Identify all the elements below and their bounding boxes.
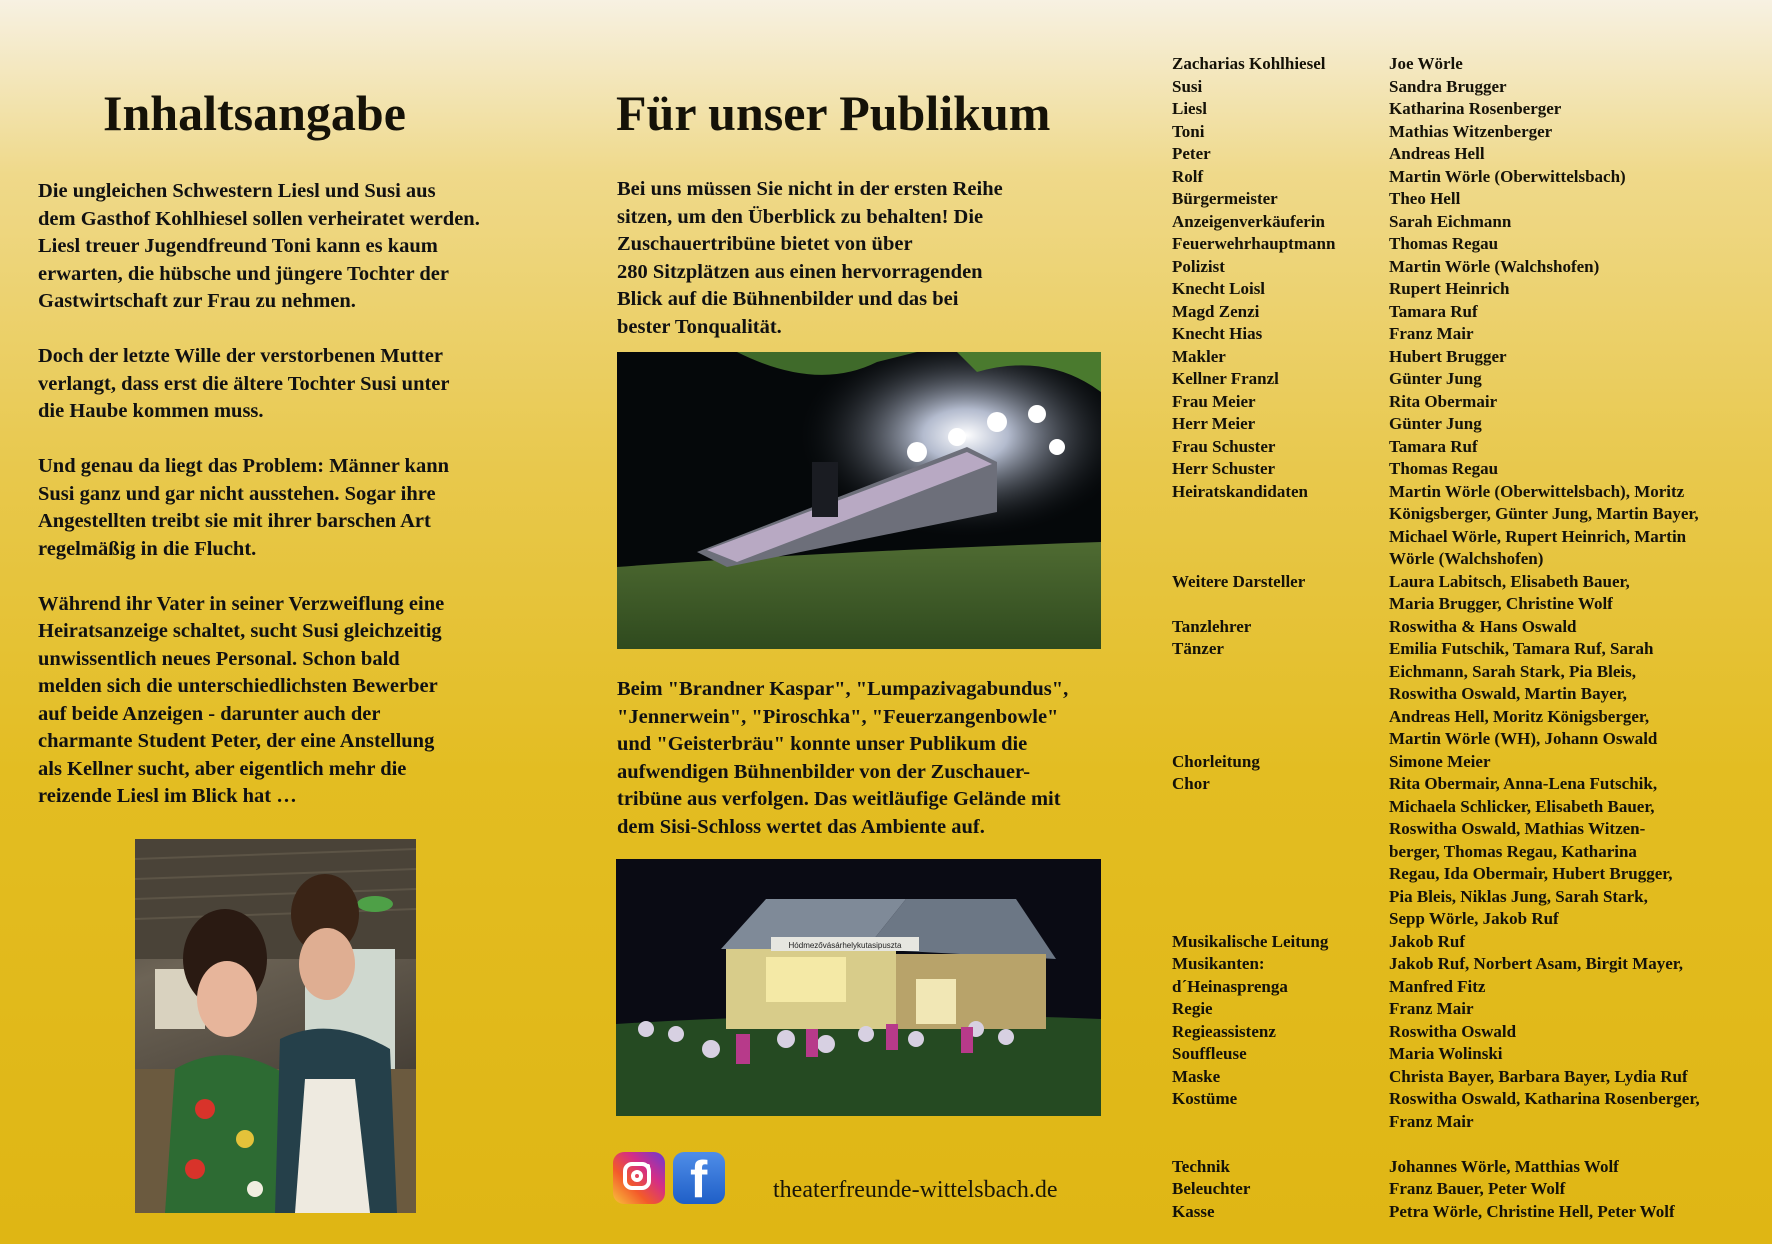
publikum-title: Für unser Publikum (616, 85, 1051, 141)
cast-row (1172, 121, 1752, 144)
cast-role: Toni (1172, 121, 1205, 141)
photo-sisters (135, 839, 416, 1213)
cast-actor: Mathias Witzenberger (1389, 121, 1553, 141)
cast-row (1172, 391, 1752, 414)
cast-actor: Martin Wörle (Oberwittelsbach), Moritz Königsberger, Günter Jung, Martin Bayer, Michael Wörle, Rupert Heinrich, Martin Wörle (Walchshofen) (1389, 481, 1699, 568)
cast-row (1172, 256, 1752, 279)
cast-role: Technik (1172, 1156, 1230, 1176)
photo-tribune (617, 352, 1101, 649)
cast-actor: Simone Meier (1389, 751, 1491, 771)
cast-actor: Johannes Wörle, Matthias Wolf (1389, 1156, 1619, 1176)
cast-list (1172, 53, 1752, 1223)
cast-row (1172, 211, 1752, 234)
cast-row (1172, 1066, 1752, 1089)
cast-role: Liesl (1172, 99, 1207, 118)
cast-role: Herr Meier (1172, 414, 1256, 433)
stage-sign-text: Hódmezővásárhelykutasipuszta (788, 941, 902, 950)
cast-actor: Andreas Hell (1389, 144, 1485, 163)
photo-stage (616, 859, 1101, 1116)
cast-actor: Martin Wörle (Oberwittelsbach) (1389, 166, 1626, 186)
cast-row (1172, 1088, 1752, 1133)
cast-row (1172, 638, 1752, 751)
cast-row (1172, 436, 1752, 459)
publikum-text-tribune: Bei uns müssen Sie nicht in der ersten Reihe sitzen, um den Überblick zu behalten! Die Zuschauertribüne bietet von über 280 Sitzplätzen aus einen hervorragenden Blick auf die Bühnenbilder und das bei bester Tonqualität. (617, 178, 1003, 338)
cast-role: Bürgermeister (1172, 189, 1278, 208)
cast-row (1172, 998, 1752, 1021)
cast-actor: Tamara Ruf (1389, 436, 1478, 456)
cast-role: Kostüme (1172, 1089, 1238, 1108)
cast-actor: Laura Labitsch, Elisabeth Bauer, Maria Brugger, Christine Wolf (1389, 571, 1630, 613)
cast-row (1172, 616, 1752, 639)
cast-actor: Günter Jung (1389, 369, 1482, 388)
cast-role: Musikanten: d´Heinasprenga (1172, 954, 1288, 996)
cast-role: Tanzlehrer (1172, 616, 1252, 636)
cast-actor: Sandra Brugger (1389, 76, 1507, 96)
cast-actor: Christa Bayer, Barbara Bayer, Lydia Ruf (1389, 1066, 1688, 1086)
cast-row (1172, 1201, 1752, 1224)
cast-row (1172, 751, 1752, 774)
website-link[interactable]: theaterfreunde-wittelsbach.de (773, 1177, 1058, 1203)
cast-role: Magd Zenzi (1172, 301, 1260, 321)
cast-row (1172, 1021, 1752, 1044)
cast-row (1172, 1043, 1752, 1066)
cast-role: Frau Meier (1172, 391, 1256, 411)
cast-role: Makler (1172, 346, 1226, 366)
cast-row (1172, 76, 1752, 99)
cast-row (1172, 188, 1752, 211)
publikum-text-stage: Beim "Brandner Kaspar", "Lumpazivagabundus", "Jennerwein", "Piroschka", "Feuerzangenbowle" und "Geisterbräu" konnte unser Publikum die aufwendigen Bühnenbilder von der Zuschauer- tribüne aus verfolgen. Das weitläufige Gelände mit dem Sisi-Schloss wertet das Ambiente auf. (617, 678, 1069, 838)
cast-role: Regie (1172, 999, 1213, 1018)
cast-row (1172, 1133, 1752, 1156)
cast-row (1172, 166, 1752, 189)
cast-actor: Roswitha & Hans Oswald (1389, 616, 1577, 636)
cast-row (1172, 931, 1752, 954)
cast-role: Kasse (1172, 1201, 1215, 1221)
cast-role: Chor (1172, 774, 1210, 793)
cast-actor: Thomas Regau (1389, 234, 1499, 253)
cast-role: Susi (1172, 76, 1203, 96)
cast-actor: Katharina Rosenberger (1389, 99, 1562, 118)
cast-row (1172, 413, 1752, 436)
cast-row (1172, 278, 1752, 301)
cast-row (1172, 143, 1752, 166)
cast-role: Weitere Darsteller (1172, 571, 1306, 591)
cast-actor: Franz Mair (1389, 999, 1474, 1018)
inhalt-paragraph-2: Doch der letzte Wille der verstorbenen Mutter verlangt, dass erst die ältere Tochter Susi unter die Haube kommen muss. (38, 345, 450, 422)
cast-role: Musikalische Leitung (1172, 931, 1329, 951)
cast-role: Rolf (1172, 166, 1204, 186)
cast-row (1172, 953, 1752, 998)
cast-actor: Tamara Ruf (1389, 301, 1478, 321)
cast-actor: Franz Mair (1389, 324, 1474, 343)
cast-row (1172, 571, 1752, 616)
cast-actor: Theo Hell (1389, 189, 1461, 208)
cast-role: Heiratskandidaten (1172, 481, 1309, 501)
inhalt-paragraph-3: Und genau da liegt das Problem: Männer kann Susi ganz und gar nicht ausstehen. Sogar ihre Angestellten treibt sie mit ihrer barschen Art regelmäßig in die Flucht. (38, 455, 450, 560)
inhalt-paragraph-4: Während ihr Vater in seiner Verzweiflung eine Heiratsanzeige schaltet, sucht Susi gleichzeitig unwissentlich neues Personal. Schon bald melden sich die unterschiedlichsten Bewerber auf beide Anzeigen - darunter auch der charmante Student Peter, der eine Anstellung als Kellner sucht, aber eigentlich mehr die reizende Liesl im Blick hat … (38, 592, 445, 807)
cast-role: Zacharias Kohlhiesel (1172, 54, 1326, 73)
cast-row (1172, 368, 1752, 391)
cast-role (1172, 1133, 1389, 1156)
cast-role: Chorleitung (1172, 751, 1260, 771)
cast-actor: Franz Bauer, Peter Wolf (1389, 1179, 1566, 1198)
cast-row (1172, 53, 1752, 76)
cast-actor: Roswitha Oswald (1389, 1021, 1517, 1041)
cast-role: Beleuchter (1172, 1179, 1251, 1198)
cast-role: Maske (1172, 1066, 1221, 1086)
cast-role: Kellner Franzl (1172, 369, 1279, 388)
cast-role: Herr Schuster (1172, 459, 1276, 478)
cast-row (1172, 773, 1752, 931)
cast-actor: Martin Wörle (Walchshofen) (1389, 256, 1600, 276)
cast-actor: Maria Wolinski (1389, 1044, 1503, 1063)
facebook-icon[interactable]: f (673, 1152, 725, 1204)
cast-row (1172, 323, 1752, 346)
inhalt-paragraph-1: Die ungleichen Schwestern Liesl und Susi aus dem Gasthof Kohlhiesel sollen verheiratet werden. Liesl treuer Jugendfreund Toni kann es kaum erwarten, die hübsche und jüngere Tochter der Gastwirtschaft zur Frau zu nehmen. (38, 180, 480, 312)
cast-actor (1389, 1133, 1752, 1156)
cast-actor: Jakob Ruf, Norbert Asam, Birgit Mayer, Manfred Fitz (1389, 954, 1684, 996)
cast-row (1172, 1156, 1752, 1179)
cast-role: Regieassistenz (1172, 1021, 1276, 1041)
cast-actor: Hubert Brugger (1389, 346, 1507, 366)
cast-actor: Jakob Ruf (1389, 931, 1466, 951)
cast-role: Feuerwehrhauptmann (1172, 234, 1336, 253)
cast-role: Souffleuse (1172, 1044, 1247, 1063)
cast-row (1172, 233, 1752, 256)
cast-actor: Sarah Eichmann (1389, 211, 1512, 231)
cast-row (1172, 1178, 1752, 1201)
cast-actor: Rita Obermair, Anna-Lena Futschik, Michaela Schlicker, Elisabeth Bauer, Roswitha Oswald, Mathias Witzen- berger, Thomas Regau, Katharina Regau, Ida Obermair, Hubert Brugger, Pia Bleis, Niklas Jung, Sarah Stark, Sepp Wörle, Jakob Ruf (1389, 774, 1673, 928)
cast-actor: Thomas Regau (1389, 459, 1499, 478)
cast-actor: Günter Jung (1389, 414, 1482, 433)
cast-actor: Petra Wörle, Christine Hell, Peter Wolf (1389, 1201, 1675, 1221)
cast-role: Peter (1172, 144, 1211, 163)
cast-actor: Rita Obermair (1389, 391, 1498, 411)
cast-row (1172, 301, 1752, 324)
cast-row (1172, 481, 1752, 571)
cast-row (1172, 98, 1752, 121)
cast-actor: Roswitha Oswald, Katharina Rosenberger, Franz Mair (1389, 1089, 1700, 1131)
cast-role: Polizist (1172, 256, 1225, 276)
cast-role: Knecht Hias (1172, 324, 1263, 343)
cast-role: Tänzer (1172, 639, 1224, 658)
cast-row (1172, 346, 1752, 369)
cast-role: Anzeigenverkäuferin (1172, 211, 1325, 231)
cast-role: Frau Schuster (1172, 436, 1276, 456)
inhalt-text (38, 178, 558, 838)
inhalt-title: Inhaltsangabe (103, 85, 406, 141)
cast-actor: Joe Wörle (1389, 54, 1463, 73)
instagram-icon[interactable] (613, 1152, 665, 1204)
cast-actor: Emilia Futschik, Tamara Ruf, Sarah Eichmann, Sarah Stark, Pia Bleis, Roswitha Oswald, Martin Bayer, Andreas Hell, Moritz Königsberger, Martin Wörle (WH), Johann Oswald (1389, 639, 1658, 748)
cast-role: Knecht Loisl (1172, 279, 1266, 298)
cast-row (1172, 458, 1752, 481)
cast-actor: Rupert Heinrich (1389, 279, 1510, 298)
